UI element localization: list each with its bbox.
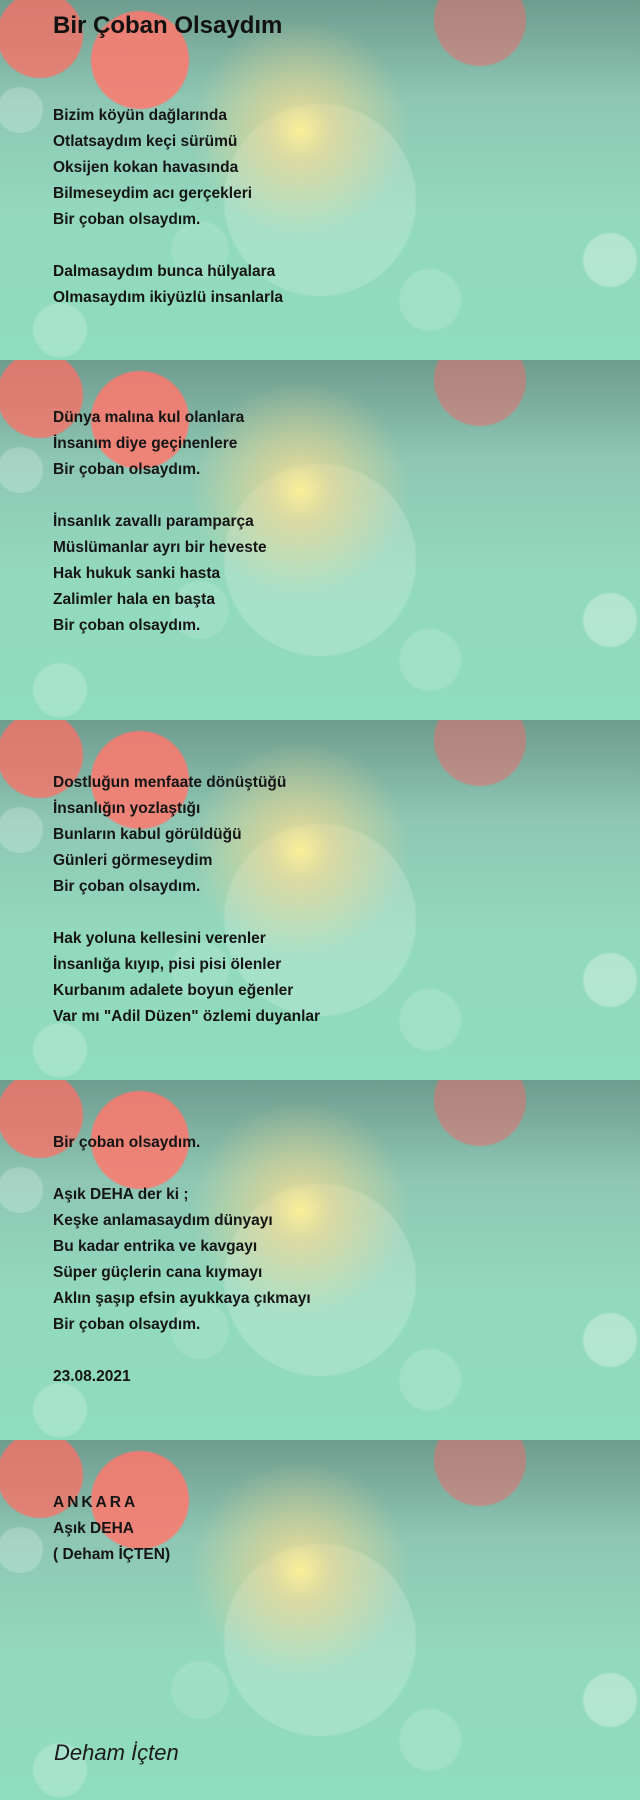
poem-line: Kurbanım adalete boyun eğenler bbox=[53, 982, 294, 999]
poem-line: Bunların kabul görüldüğü bbox=[53, 826, 242, 843]
poem-panel-5 bbox=[0, 1440, 640, 1800]
poem-location: ANKARA bbox=[53, 1494, 139, 1511]
author-signature: Deham İçten bbox=[54, 1740, 179, 1765]
poem-line: Süper güçlerin cana kıymayı bbox=[53, 1264, 263, 1281]
poem-line: Dalmasaydım bunca hülyalara bbox=[53, 263, 276, 280]
stanza-lines-4 bbox=[53, 1130, 311, 1390]
poem-author-name: ( Deham İÇTEN) bbox=[53, 1546, 171, 1563]
stanza-gap bbox=[53, 900, 320, 926]
poem-panel-4 bbox=[0, 1080, 640, 1440]
poem-line: Aşık DEHA der ki ; bbox=[53, 1186, 189, 1203]
stanza-lines-1 bbox=[53, 103, 283, 311]
poem-panel-3 bbox=[0, 720, 640, 1080]
stanza-gap bbox=[53, 233, 283, 259]
poem-line: Dostluğun menfaate dönüştüğü bbox=[53, 774, 287, 791]
poem-line: Keşke anlamasaydım dünyayı bbox=[53, 1212, 273, 1229]
poem-line: Bir çoban olsaydım. bbox=[53, 211, 201, 228]
poem-author-pen-name: Aşık DEHA bbox=[53, 1520, 134, 1537]
stanza-gap bbox=[53, 1156, 311, 1182]
poem-line: Bir çoban olsaydım. bbox=[53, 461, 201, 478]
poem-line: Bir çoban olsaydım. bbox=[53, 617, 201, 634]
stanza-lines-5 bbox=[53, 1490, 170, 1568]
stanza-gap bbox=[53, 483, 267, 509]
poem-line: Hak hukuk sanki hasta bbox=[53, 565, 221, 582]
poem-panel-2 bbox=[0, 360, 640, 720]
poem-line: Var mı "Adil Düzen" özlemi duyanlar bbox=[53, 1008, 321, 1025]
poem-line: Zalimler hala en başta bbox=[53, 591, 215, 608]
poem-line: Dünya malına kul olanlara bbox=[53, 409, 245, 426]
poem-line: İnsanlığın yozlaştığı bbox=[53, 800, 201, 817]
poem-line: İnsanlığa kıyıp, pisi pisi ölenler bbox=[53, 956, 282, 973]
poem-line: İnsanım diye geçinenlere bbox=[53, 435, 238, 452]
poem-line: Bir çoban olsaydım. bbox=[53, 1134, 201, 1151]
poem-line: Hak yoluna kellesini verenler bbox=[53, 930, 266, 947]
stanza-lines-2 bbox=[53, 405, 267, 639]
stanza-gap bbox=[53, 1338, 311, 1364]
poem-line: Bilmeseydim acı gerçekleri bbox=[53, 185, 253, 202]
poem-line: Olmasaydım ikiyüzlü insanlarla bbox=[53, 289, 284, 306]
poem-line: Otlatsaydım keçi sürümü bbox=[53, 133, 238, 150]
stanza-lines-3 bbox=[53, 770, 320, 1030]
poem-panel-1 bbox=[0, 0, 640, 360]
poem-line: Oksijen kokan havasında bbox=[53, 159, 239, 176]
poem-line: Aklın şaşıp efsin ayukkaya çıkmayı bbox=[53, 1290, 311, 1307]
poem-line: Bir çoban olsaydım. bbox=[53, 1316, 201, 1333]
poem-line: Bu kadar entrika ve kavgayı bbox=[53, 1238, 258, 1255]
poem-line: Günleri görmeseydim bbox=[53, 852, 213, 869]
poem-line: İnsanlık zavallı paramparça bbox=[53, 513, 254, 530]
poem-date: 23.08.2021 bbox=[53, 1368, 131, 1385]
poem-line: Müslümanlar ayrı bir heveste bbox=[53, 539, 267, 556]
poem-line: Bir çoban olsaydım. bbox=[53, 878, 201, 895]
poem-line: Bizim köyün dağlarında bbox=[53, 107, 227, 124]
poem-title: Bir Çoban Olsaydım bbox=[53, 12, 283, 39]
